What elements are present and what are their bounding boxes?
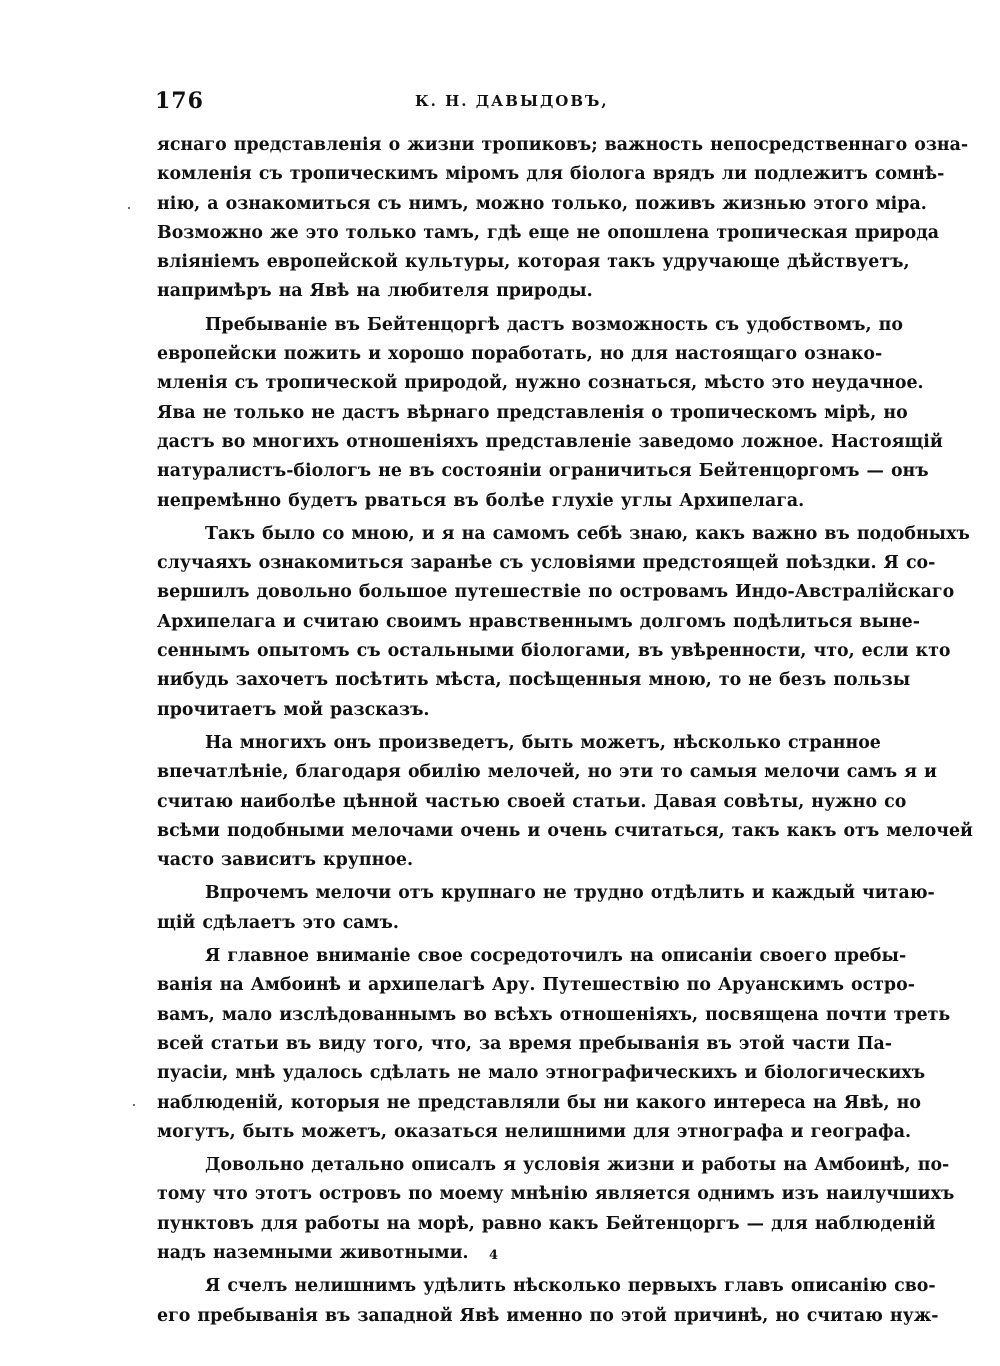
text-line: Возможно же это только тамъ, гдѣ еще не опошлена тропическая природа [157, 222, 940, 243]
paragraph [157, 520, 970, 725]
paragraph [157, 131, 969, 307]
text-line: сеннымъ опытомъ съ остальными біологами, въ увѣренности, что, если кто [157, 641, 951, 662]
text-line: натуралистъ-біологъ не въ состояніи ограничиться Бейтенцоргомъ — онъ [157, 461, 929, 482]
text-line: щій сдѣлаетъ это самъ. [157, 912, 399, 933]
running-head: К. Н. ДАВЫДОВЪ, [415, 92, 609, 110]
scan-speck [133, 1104, 135, 1106]
text-line: нію, а ознакомиться съ нимъ, можно только, поживъ жизнью этого міра. [157, 193, 927, 214]
text-line: нибудь захочетъ посѣтить мѣста, посѣщенныя мною, то не безъ пользы [157, 670, 911, 691]
text-line: вамъ, мало изслѣдованнымъ во всѣхъ отношеніяхъ, посвящена почти треть [157, 1004, 951, 1025]
page-number: 176 [155, 88, 204, 114]
text-line: наблюденій, которыя не представляли бы ни какого интереса на Явѣ, но [157, 1092, 921, 1113]
text-line: случаяхъ ознакомиться заранѣе съ условіями предстоящей поѣздки. Я со- [157, 553, 936, 574]
text-line: ванія на Амбоинѣ и архипелагѣ Ару. Путешествію по Аруанскимъ остро- [157, 975, 915, 996]
text-line: Впрочемъ мелочи отъ крупнаго не трудно отдѣлить и каждый читаю- [205, 883, 935, 904]
text-line: напримѣръ на Явѣ на любителя природы. [157, 281, 593, 302]
text-line: могутъ, быть можетъ, оказаться нелишними для этнографа и географа. [157, 1121, 912, 1142]
text-line: пуасіи, мнѣ удалось сдѣлать не мало этнографическихъ и біологическихъ [157, 1063, 926, 1084]
text-line: считаю наиболѣе цѣнной частью своей статьи. Давая совѣты, нужно со [157, 791, 907, 812]
text-line: европейски пожить и хорошо поработать, но для настоящаго ознако- [157, 344, 883, 365]
body-text [157, 131, 973, 1331]
text-line: Ява не только не дастъ вѣрнаго представленія о тропическомъ мірѣ, но [157, 402, 908, 423]
paragraph [157, 879, 935, 938]
text-line: дастъ во многихъ отношеніяхъ представленіе заведомо ложное. Настоящій [157, 431, 943, 452]
paragraph [157, 1272, 939, 1331]
text-line: его пребыванія въ западной Явѣ именно по этой причинѣ, но считаю нуж- [157, 1305, 939, 1326]
paragraph [157, 942, 951, 1147]
text-line: мленія съ тропической природой, нужно сознаться, мѣсто это неудачное. [157, 373, 924, 394]
text-line: вліяніемъ европейской культуры, которая такъ удручающе дѣйствуетъ, [157, 252, 910, 273]
text-line: Я главное вниманіе свое сосредоточилъ на описаніи своего пребы- [205, 946, 907, 967]
text-line: Архипелага и считаю своимъ нравственнымъ долгомъ подѣлиться выне- [157, 611, 920, 632]
text-line: Пребываніе въ Бейтенцоргѣ дастъ возможность съ удобствомъ, по [205, 314, 903, 335]
text-line: пунктовъ для работы на морѣ, равно какъ Бейтенцоргъ — для наблюденій [157, 1213, 936, 1234]
text-line: Довольно детально описалъ я условія жизни и работы на Амбоинѣ, по- [205, 1155, 950, 1176]
text-line: Я счелъ нелишнимъ удѣлить нѣсколько первыхъ главъ описанію сво- [205, 1276, 936, 1297]
paragraph [157, 729, 973, 875]
text-line: комленія съ тропическимъ міромъ для біолога врядъ ли подлежитъ сомнѣ- [157, 164, 945, 185]
text-line: вершилъ довольно большое путешествіе по островамъ Индо-Австралійскаго [157, 582, 955, 603]
text-line: яснаго представленія о жизни тропиковъ; важность непосредственнаго озна- [157, 135, 969, 155]
page-header [155, 88, 830, 118]
signature-mark: 4 [489, 1248, 499, 1263]
text-line: всей статьи въ виду того, что, за время пребыванія въ этой части Па- [157, 1033, 892, 1054]
text-line: Такъ было со мною, и я на самомъ себѣ знаю, какъ важно въ подобныхъ [205, 523, 970, 544]
text-line: впечатлѣніе, благодаря обилію мелочей, но эти то самыя мелочи самъ я и [157, 762, 937, 783]
text-line: часто зависитъ крупное. [157, 850, 414, 871]
text-line: тому что этотъ островъ по моему мнѣнію является однимъ изъ наилучшихъ [157, 1184, 955, 1205]
text-line: непремѣнно будетъ рваться въ болѣе глухіе углы Архипелага. [157, 490, 805, 511]
scan-speck [128, 207, 130, 209]
text-line: прочитаетъ мой разсказъ. [157, 699, 430, 720]
text-line: всѣми подобными мелочами очень и очень считаться, такъ какъ отъ мелочей [157, 820, 973, 841]
paragraph [157, 311, 943, 516]
text-line: надъ наземными животными. [157, 1242, 469, 1263]
text-line: На многихъ онъ произведетъ, быть можетъ, нѣсколько странное [205, 732, 881, 753]
